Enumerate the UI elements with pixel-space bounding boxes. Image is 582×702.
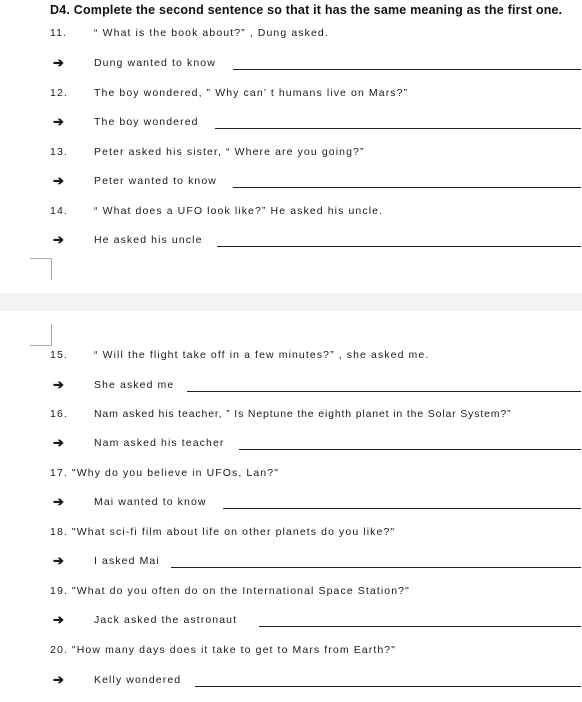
arrow-icon: ➔ — [53, 377, 64, 392]
answer-blank-line[interactable] — [223, 508, 581, 509]
answer-row — [0, 379, 582, 395]
answer-prefix: Dung wanted to know — [94, 57, 216, 69]
question-text: Peter asked his sister, “ Where are you going?” — [94, 146, 365, 158]
question-number: 14. — [50, 205, 68, 217]
arrow-icon: ➔ — [53, 55, 64, 70]
arrow-icon: ➔ — [53, 672, 64, 687]
question-row — [0, 644, 582, 660]
arrow-icon: ➔ — [53, 494, 64, 509]
question-number: 11. — [50, 27, 68, 39]
answer-row — [0, 496, 582, 512]
question-row — [0, 87, 582, 103]
question-row — [0, 205, 582, 221]
answer-blank-line[interactable] — [215, 128, 581, 129]
arrow-icon: ➔ — [53, 232, 64, 247]
question-text: 17. "Why do you believe in UFOs, Lan?" — [50, 467, 280, 479]
question-text: 19. "What do you often do on the International Space Station?" — [50, 585, 410, 597]
answer-prefix: Nam asked his teacher — [94, 437, 225, 449]
arrow-icon: ➔ — [53, 553, 64, 568]
answer-prefix: He asked his uncle — [94, 234, 203, 246]
answer-prefix: She asked me — [94, 379, 175, 391]
answer-row — [0, 175, 582, 191]
arrow-icon: ➔ — [53, 173, 64, 188]
answer-blank-line[interactable] — [259, 626, 581, 627]
question-text: The boy wondered, ” Why can’ t humans live on Mars?” — [94, 87, 409, 99]
question-number: 15. — [50, 349, 68, 361]
question-number: 16. — [50, 408, 68, 420]
answer-blank-line[interactable] — [233, 69, 581, 70]
question-text: “ What is the book about?” , Dung asked. — [94, 27, 329, 39]
arrow-icon: ➔ — [53, 612, 64, 627]
question-row — [0, 526, 582, 542]
question-row — [0, 146, 582, 162]
answer-prefix: The boy wondered — [94, 116, 199, 128]
question-row — [0, 349, 582, 365]
question-number: 13. — [50, 146, 68, 158]
answer-row — [0, 116, 582, 132]
question-text: “ Will the flight take off in a few minutes?” , she asked me. — [94, 349, 430, 361]
page-break — [0, 293, 582, 311]
answer-prefix: Mai wanted to know — [94, 496, 207, 508]
answer-row — [0, 614, 582, 630]
question-number: 12. — [50, 87, 68, 99]
answer-row — [0, 437, 582, 453]
answer-blank-line[interactable] — [187, 391, 581, 392]
question-row — [0, 585, 582, 601]
answer-row — [0, 674, 582, 690]
exercise-heading: D4. Complete the second sentence so that it has the same meaning as the first one. — [50, 3, 563, 17]
answer-row — [0, 234, 582, 250]
page-corner-mark — [30, 258, 52, 280]
question-text: “ What does a UFO look like?” He asked his uncle. — [94, 205, 384, 217]
answer-blank-line[interactable] — [171, 567, 581, 568]
question-row — [0, 408, 582, 424]
answer-row — [0, 57, 582, 73]
arrow-icon: ➔ — [53, 435, 64, 450]
question-row — [0, 27, 582, 43]
arrow-icon: ➔ — [53, 114, 64, 129]
answer-prefix: I asked Mai — [94, 555, 160, 567]
question-text: Nam asked his teacher, ” Is Neptune the eighth planet in the Solar System?” — [94, 408, 512, 420]
page-top — [0, 0, 582, 293]
answer-blank-line[interactable] — [233, 187, 581, 188]
answer-blank-line[interactable] — [195, 686, 581, 687]
answer-prefix: Kelly wondered — [94, 674, 182, 686]
answer-blank-line[interactable] — [239, 449, 581, 450]
question-row — [0, 467, 582, 483]
answer-row — [0, 555, 582, 571]
page-corner-mark — [30, 324, 52, 346]
answer-prefix: Jack asked the astronaut — [94, 614, 238, 626]
answer-prefix: Peter wanted to know — [94, 175, 217, 187]
question-text: 18. "What sci-fi film about life on other planets do you like?" — [50, 526, 396, 538]
question-text: 20. "How many days does it take to get to Mars from Earth?" — [50, 644, 397, 656]
answer-blank-line[interactable] — [217, 246, 581, 247]
